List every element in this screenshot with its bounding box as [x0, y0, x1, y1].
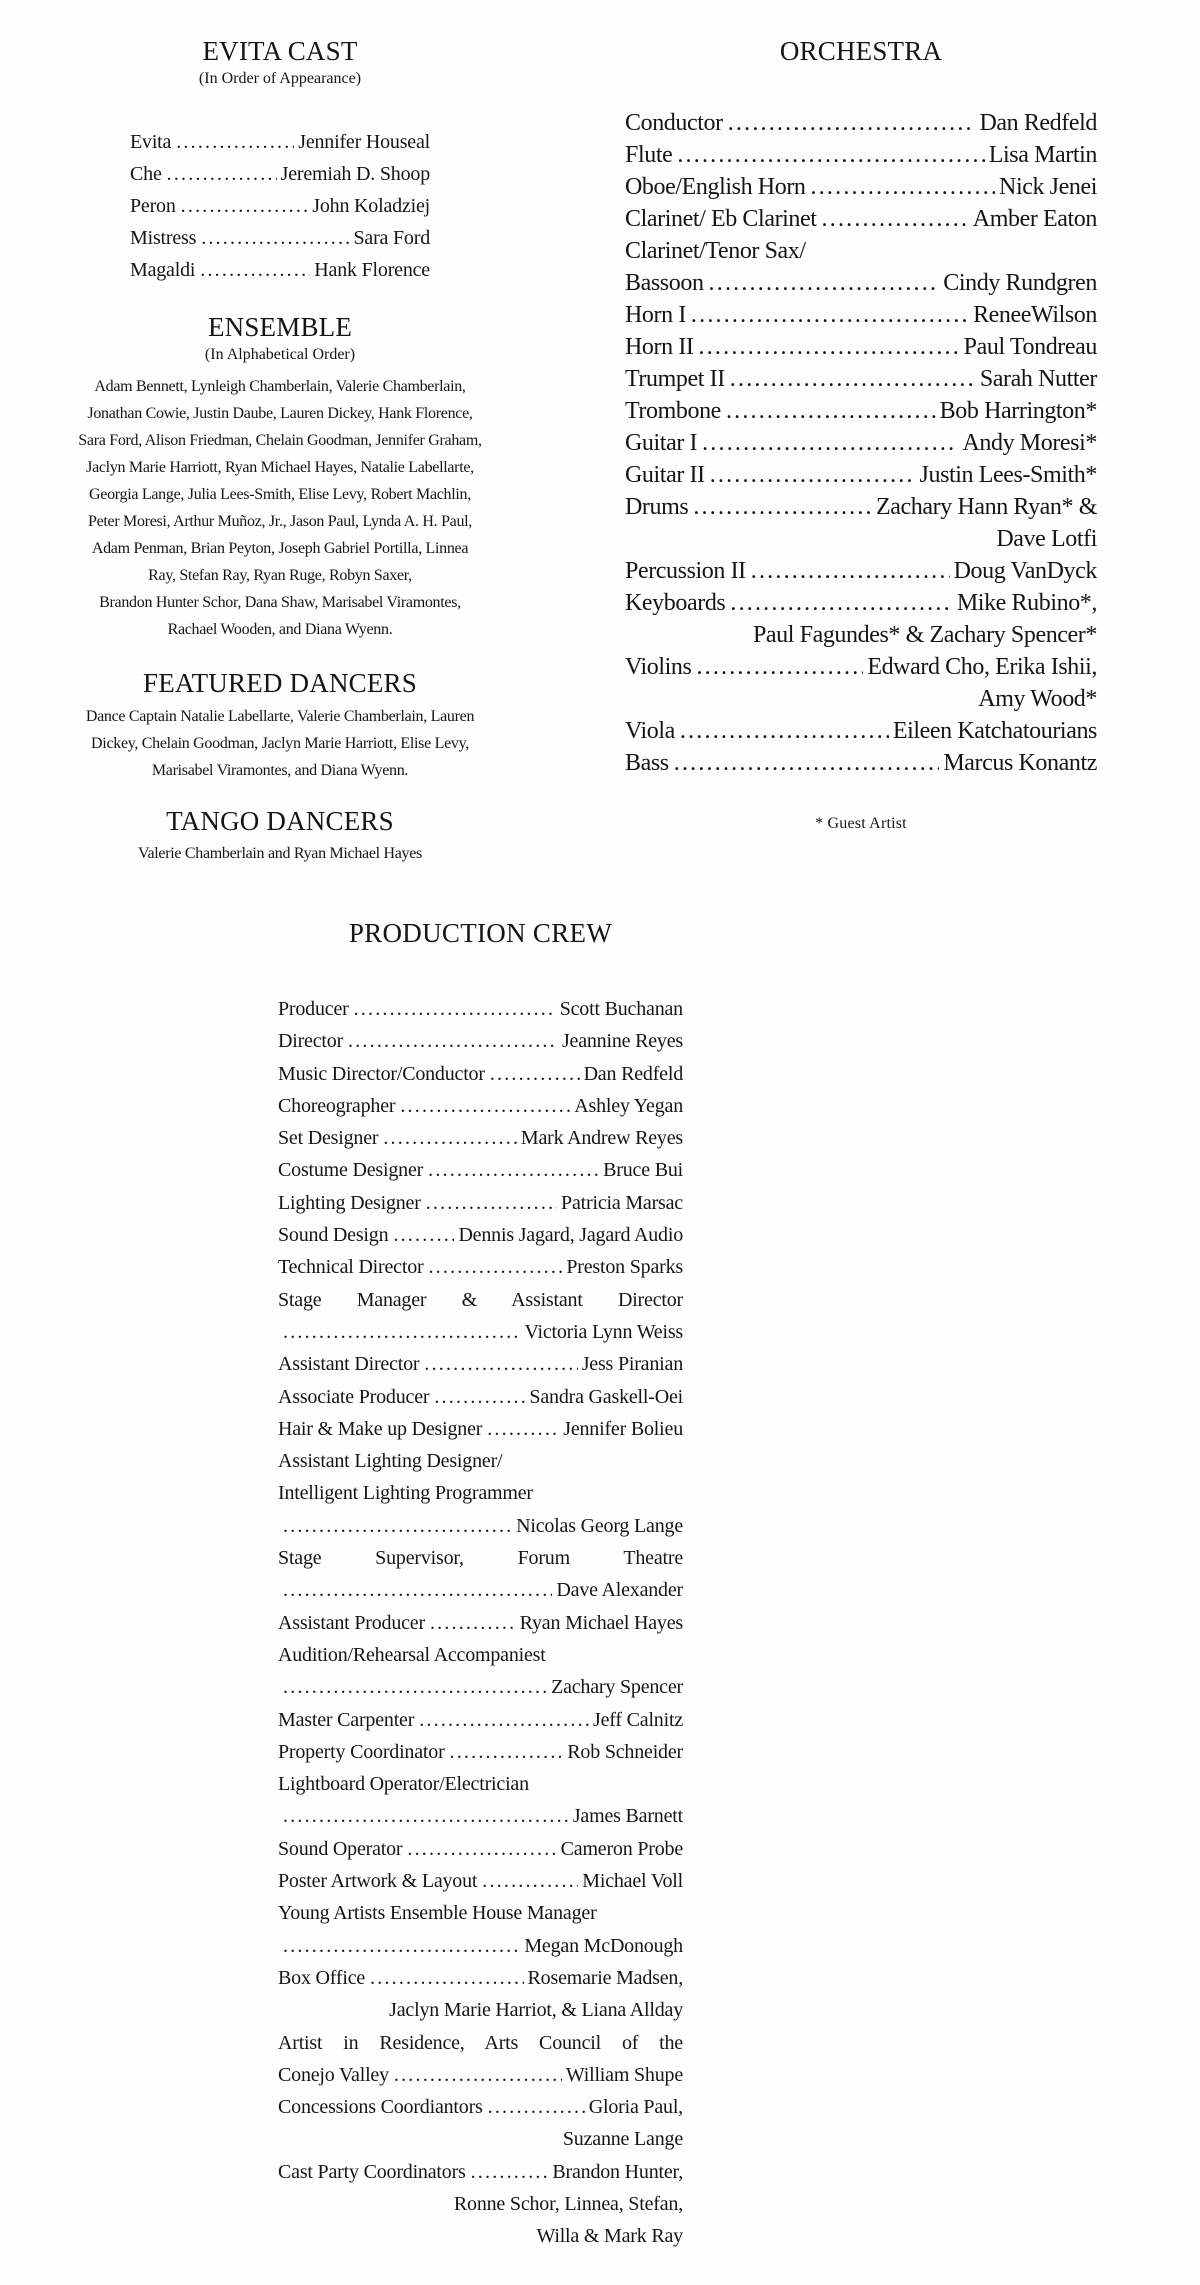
credit-row — [278, 1962, 683, 1994]
production-crew-list — [278, 993, 683, 2253]
credit-row — [278, 1477, 683, 1509]
credit-role: Poster Artwork & Layout — [278, 1870, 478, 1893]
credit-role: Intelligent Lighting Programmer — [278, 1482, 533, 1505]
ensemble-section-title: ENSEMBLE — [207, 312, 353, 342]
credit-name: Andy Moresi* — [962, 430, 1097, 456]
names-line: Marisabel Viramontes, and Diana Wyenn. — [151, 762, 409, 779]
credit-row — [278, 2156, 683, 2188]
tango-dancers-title: TANGO DANCERS — [166, 806, 394, 836]
credit-role: Master Carpenter — [278, 1708, 415, 1731]
credit-name: Amy Wood* — [978, 686, 1097, 712]
credit-row — [278, 1897, 683, 1929]
credit-row — [625, 747, 1097, 779]
credit-name: Megan McDonough — [524, 1934, 683, 1957]
credit-role: Hair & Make up Designer — [278, 1417, 483, 1440]
dot-leader — [419, 1704, 589, 1736]
dot-leader — [674, 747, 940, 779]
cast-section-subtitle: (In Order of Appearance) — [198, 70, 362, 87]
credit-name: Eileen Katchatourians — [892, 718, 1097, 744]
credit-role: Director — [278, 1030, 344, 1053]
dot-leader — [407, 1833, 556, 1865]
credit-row — [278, 2091, 683, 2123]
featured-dancers-names — [55, 703, 505, 784]
names-line: Sara Ford, Alison Friedman, Chelain Goodman, Jennifer Graham, — [78, 432, 482, 449]
dot-leader — [167, 158, 277, 190]
credit-name: Sandra Gaskell-Oei — [529, 1385, 683, 1408]
credit-name: Rob Schneider — [567, 1740, 683, 1763]
credit-row — [625, 459, 1097, 491]
credit-row — [625, 619, 1097, 651]
credit-name: Willa & Mark Ray — [536, 2225, 683, 2248]
credit-role: Artist in Residence, Arts Council of the — [278, 2031, 683, 2054]
credit-role: Peron — [130, 195, 176, 217]
credit-role: Assistant Director — [278, 1353, 420, 1376]
guest-artist-footnote: * Guest Artist — [815, 815, 907, 832]
credit-row — [625, 683, 1097, 715]
credit-name: Hank Florence — [314, 259, 430, 281]
credit-row — [130, 158, 430, 190]
ensemble-names — [55, 373, 505, 643]
cast-column — [55, 36, 505, 867]
credit-row — [278, 1736, 683, 1768]
dot-leader — [393, 1219, 454, 1251]
credit-row — [625, 715, 1097, 747]
dot-leader — [283, 1316, 520, 1348]
credit-name: Paul Fagundes* & Zachary Spencer* — [752, 622, 1097, 648]
credit-row — [278, 1865, 683, 1897]
credit-role: Conductor — [625, 110, 723, 136]
credit-row — [625, 555, 1097, 587]
dot-leader — [811, 171, 996, 203]
credit-role: Stage Supervisor, Forum Theatre — [278, 1547, 683, 1570]
dot-leader — [200, 254, 310, 286]
credit-name: Jeff Calnitz — [593, 1708, 683, 1731]
names-line: Jonathan Cowie, Justin Daube, Lauren Dickey, Hank Florence, — [87, 405, 473, 422]
credit-name: Michael Voll — [582, 1870, 683, 1893]
credit-name: Jennifer Bolieu — [563, 1417, 683, 1440]
credit-role: Guitar I — [625, 430, 698, 456]
credit-row — [278, 1445, 683, 1477]
dot-leader — [680, 715, 889, 747]
dot-leader — [394, 2059, 562, 2091]
credit-role: Producer — [278, 998, 349, 1020]
credit-role: Sound Design — [278, 1224, 389, 1247]
credit-row — [625, 203, 1097, 235]
credit-role: Costume Designer — [278, 1159, 424, 1182]
dot-leader — [693, 491, 872, 523]
credit-role: Assistant Producer — [278, 1611, 425, 1634]
credit-row — [625, 395, 1097, 427]
credit-row — [625, 171, 1097, 203]
orchestra-list — [625, 107, 1097, 779]
credit-row — [278, 2188, 683, 2220]
names-line: Ray, Stefan Ray, Ryan Ruge, Robyn Saxer, — [148, 567, 412, 584]
credit-row — [625, 651, 1097, 683]
credit-name: Bruce Bui — [603, 1159, 683, 1182]
credit-name: ReneeWilson — [973, 302, 1097, 328]
names-line: Adam Penman, Brian Peyton, Joseph Gabriel Portilla, Linnea — [91, 540, 469, 557]
credit-name: Nicolas Georg Lange — [516, 1514, 683, 1537]
dot-leader — [450, 1736, 564, 1768]
credit-row — [625, 523, 1097, 555]
production-crew-title: PRODUCTION CREW — [348, 918, 613, 948]
dot-leader — [730, 363, 976, 395]
credit-name: Jess Piranian — [581, 1353, 683, 1376]
credit-role: Violins — [625, 654, 692, 680]
credit-row — [278, 2220, 683, 2252]
credit-row — [278, 1768, 683, 1800]
dot-leader — [181, 190, 309, 222]
credit-row — [130, 126, 430, 158]
dot-leader — [383, 1122, 517, 1154]
credit-name: Zachary Spencer — [551, 1676, 683, 1699]
credit-name: Nick Jenei — [999, 174, 1097, 200]
credit-name: Sarah Nutter — [979, 366, 1097, 392]
credit-role: Choreographer — [278, 1094, 396, 1117]
credit-role: Conejo Valley — [278, 2063, 389, 2086]
credit-role: Oboe/English Horn — [625, 174, 806, 200]
credit-role: Evita — [130, 131, 172, 153]
credit-role: Viola — [625, 718, 675, 744]
credit-row — [278, 1671, 683, 1703]
credit-row — [278, 1930, 683, 1962]
credit-row — [278, 1510, 683, 1542]
dot-leader — [702, 427, 958, 459]
dot-leader — [430, 1607, 516, 1639]
credit-row — [278, 1025, 683, 1057]
names-line: Rachael Wooden, and Diana Wyenn. — [167, 621, 393, 638]
dot-leader — [487, 1413, 559, 1445]
credit-row — [278, 2059, 683, 2091]
credit-name: Jeannine Reyes — [561, 1030, 683, 1053]
credit-name: Dan Redfeld — [979, 110, 1097, 136]
credit-row — [625, 427, 1097, 459]
credit-name: Zachary Hann Ryan* & — [876, 494, 1097, 520]
credit-role: Associate Producer — [278, 1385, 430, 1408]
credit-row — [278, 1219, 683, 1251]
credit-role: Clarinet/ Eb Clarinet — [625, 206, 817, 232]
credit-row — [278, 1833, 683, 1865]
dot-leader — [428, 1154, 599, 1186]
dot-leader — [471, 2156, 549, 2188]
dot-leader — [283, 1574, 552, 1606]
dot-leader — [428, 1251, 562, 1283]
credit-name: Ryan Michael Hayes — [519, 1611, 683, 1634]
credit-name: Jeremiah D. Shoop — [280, 163, 430, 185]
names-line: Dickey, Chelain Goodman, Jaclyn Marie Harriott, Elise Levy, — [91, 735, 469, 752]
names-line: Jaclyn Marie Harriott, Ryan Michael Hayes, Natalie Labellarte, — [86, 459, 474, 476]
credit-name: Rosemarie Madsen, — [527, 1966, 683, 1989]
credit-role: Percussion II — [625, 558, 746, 584]
credit-role: Audition/Rehearsal Accompaniest — [278, 1643, 546, 1666]
credit-role: Property Coordinator — [278, 1740, 445, 1763]
names-line: Peter Moresi, Arthur Muñoz, Jr., Jason Paul, Lynda A. H. Paul, — [87, 513, 473, 530]
credit-name: Patricia Marsac — [561, 1191, 683, 1214]
dot-leader — [434, 1381, 525, 1413]
credit-row — [625, 363, 1097, 395]
dot-leader — [482, 1865, 578, 1897]
credit-role: Trumpet II — [625, 366, 725, 392]
credit-row — [278, 1058, 683, 1090]
credit-role: Technical Director — [278, 1256, 424, 1279]
names-line: Adam Bennett, Lynleigh Chamberlain, Valerie Chamberlain, — [94, 378, 466, 395]
credit-row — [278, 1187, 683, 1219]
dot-leader — [176, 126, 294, 158]
credit-name: Justin Lees-Smith* — [919, 462, 1097, 488]
dot-leader — [710, 459, 916, 491]
names-line: Georgia Lange, Julia Lees-Smith, Elise Levy, Robert Machlin, — [89, 486, 471, 503]
credit-row — [278, 1381, 683, 1413]
dot-leader — [822, 203, 969, 235]
credit-name: Dan Redfeld — [583, 1062, 683, 1085]
credit-row — [278, 1154, 683, 1186]
credit-name: Gloria Paul, — [588, 2096, 683, 2119]
cast-list — [130, 126, 430, 286]
credit-role: Guitar II — [625, 462, 705, 488]
dot-leader — [283, 1510, 512, 1542]
credit-row — [625, 267, 1097, 299]
credit-role: Sound Operator — [278, 1837, 403, 1860]
credit-row — [278, 1800, 683, 1832]
dot-leader — [283, 1930, 520, 1962]
credit-name: James Barnett — [572, 1805, 683, 1828]
featured-dancers-title: FEATURED DANCERS — [143, 668, 417, 698]
credit-row — [625, 331, 1097, 363]
dot-leader — [400, 1090, 570, 1122]
credit-role: Cast Party Coordinators — [278, 2160, 466, 2183]
credit-role: Box Office — [278, 1966, 366, 1989]
credit-row — [278, 2027, 683, 2059]
credit-name: Ashley Yegan — [574, 1094, 683, 1117]
dot-leader — [696, 651, 863, 683]
credit-row — [278, 1413, 683, 1445]
credit-role: Keyboards — [625, 590, 726, 616]
credit-name: Paul Tondreau — [963, 334, 1097, 360]
credit-name: Dave Lotfi — [996, 526, 1097, 552]
credit-name: Suzanne Lange — [562, 2128, 683, 2151]
credit-row — [278, 1090, 683, 1122]
dot-leader — [730, 587, 952, 619]
credit-name: Doug VanDyck — [953, 558, 1097, 584]
credit-role: Bassoon — [625, 270, 704, 296]
dot-leader — [728, 107, 976, 139]
names-line: Dance Captain Natalie Labellarte, Valerie Chamberlain, Lauren — [85, 708, 475, 725]
credit-name: Amber Eaton — [972, 206, 1097, 232]
credit-name: Victoria Lynn Weiss — [524, 1320, 683, 1343]
credit-row — [625, 235, 1097, 267]
dot-leader — [348, 1025, 558, 1057]
credit-role: Music Director/Conductor — [278, 1062, 485, 1085]
credit-row — [278, 1316, 683, 1348]
credit-name: Mark Andrew Reyes — [520, 1127, 683, 1150]
credit-name: Preston Sparks — [566, 1256, 683, 1279]
dot-leader — [370, 1962, 523, 1994]
credit-role: Che — [130, 163, 162, 185]
credit-role: Set Designer — [278, 1127, 379, 1150]
credit-name: John Koladziej — [312, 195, 430, 217]
credit-name: William Shupe — [565, 2063, 683, 2086]
credit-row — [278, 1574, 683, 1606]
credit-role: Horn I — [625, 302, 686, 328]
orchestra-column — [625, 36, 1097, 833]
dot-leader — [677, 139, 984, 171]
credit-row — [278, 1704, 683, 1736]
dot-leader — [283, 1671, 547, 1703]
credit-row — [130, 254, 430, 286]
credit-row — [278, 2123, 683, 2155]
credit-name: Dennis Jagard, Jagard Audio — [458, 1224, 683, 1247]
dot-leader — [283, 1800, 569, 1832]
credit-row — [278, 1607, 683, 1639]
dot-leader — [488, 2091, 585, 2123]
dot-leader — [354, 993, 556, 1025]
credit-role: Trombone — [625, 398, 721, 424]
credit-role: Lightboard Operator/Electrician — [278, 1773, 529, 1796]
credit-role: Assistant Lighting Designer/ — [278, 1450, 503, 1473]
credit-row — [278, 1348, 683, 1380]
production-crew-section — [278, 918, 683, 2253]
credit-row — [278, 1251, 683, 1283]
tango-dancers-names: Valerie Chamberlain and Ryan Michael Hayes — [138, 845, 422, 862]
credit-row — [625, 587, 1097, 619]
credit-name: Brandon Hunter, — [552, 2160, 683, 2183]
credit-role: Magaldi — [130, 259, 196, 281]
credit-row — [278, 1122, 683, 1154]
dot-leader — [709, 267, 940, 299]
credit-row — [625, 107, 1097, 139]
credit-role: Young Artists Ensemble House Manager — [278, 1902, 597, 1925]
names-line: Brandon Hunter Schor, Dana Shaw, Marisabel Viramontes, — [99, 594, 461, 611]
credit-name: Jennifer Houseal — [298, 131, 430, 153]
dot-leader — [490, 1058, 580, 1090]
credit-name: Lisa Martin — [988, 142, 1097, 168]
credit-row — [278, 1542, 683, 1574]
credit-name: Cindy Rundgren — [943, 270, 1097, 296]
credit-row — [625, 299, 1097, 331]
credit-row — [278, 1639, 683, 1671]
orchestra-section-title: ORCHESTRA — [779, 36, 943, 66]
credit-name: Edward Cho, Erika Ishii, — [867, 654, 1097, 680]
credit-row — [130, 222, 430, 254]
dot-leader — [424, 1348, 577, 1380]
credit-name: Scott Buchanan — [559, 998, 683, 1020]
credit-row — [278, 1994, 683, 2026]
dot-leader — [726, 395, 936, 427]
credit-row — [130, 190, 430, 222]
credit-name: Marcus Konantz — [943, 750, 1097, 776]
credit-name: Ronne Schor, Linnea, Stefan, — [453, 2192, 683, 2215]
dot-leader — [201, 222, 349, 254]
credit-role: Clarinet/Tenor Sax/ — [625, 238, 806, 264]
dot-leader — [426, 1187, 557, 1219]
credit-name: Dave Alexander — [556, 1579, 683, 1602]
credit-name: Sara Ford — [353, 227, 430, 249]
credit-role: Horn II — [625, 334, 694, 360]
credit-row — [625, 491, 1097, 523]
credit-row — [278, 993, 683, 1025]
cast-section-title: EVITA CAST — [202, 36, 358, 66]
dot-leader — [699, 331, 960, 363]
credit-row — [278, 1284, 683, 1316]
credit-row — [625, 139, 1097, 171]
credit-role: Bass — [625, 750, 669, 776]
credit-role: Mistress — [130, 227, 197, 249]
dot-leader — [751, 555, 950, 587]
credit-name: Cameron Probe — [560, 1837, 683, 1860]
credit-role: Flute — [625, 142, 673, 168]
credit-name: Mike Rubino*, — [956, 590, 1097, 616]
credit-role: Drums — [625, 494, 689, 520]
credit-role: Lighting Designer — [278, 1191, 421, 1214]
credit-name: Bob Harrington* — [939, 398, 1097, 424]
credit-name: Jaclyn Marie Harriot, & Liana Allday — [389, 1999, 683, 2022]
credit-role: Concessions Coordiantors — [278, 2096, 483, 2119]
credit-role: Stage Manager & Assistant Director — [278, 1288, 683, 1311]
ensemble-section-subtitle: (In Alphabetical Order) — [204, 346, 356, 363]
dot-leader — [691, 299, 969, 331]
